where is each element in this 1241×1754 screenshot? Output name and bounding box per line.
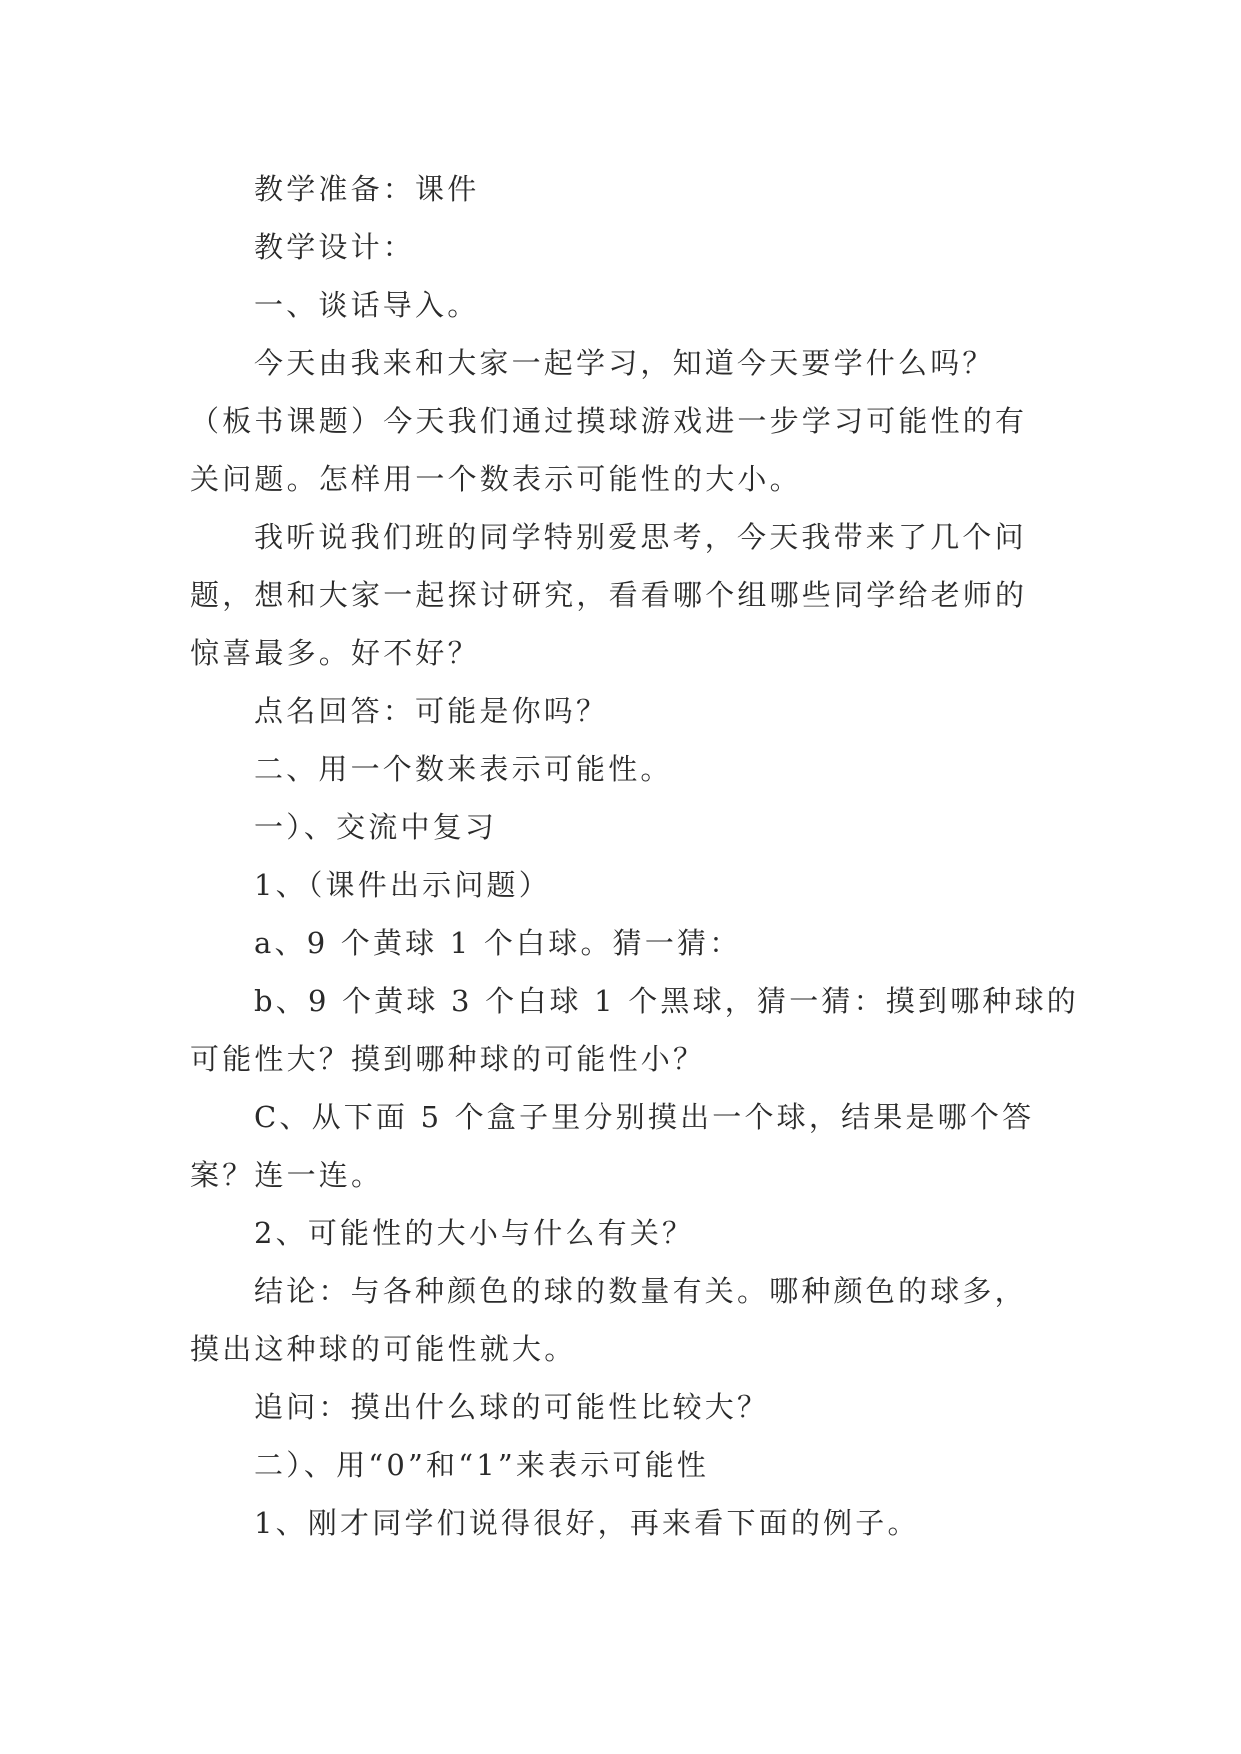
subsection-heading: 二）、用“0”和“1”来表示可能性 xyxy=(254,1448,710,1482)
text-line: 摸出这种球的可能性就大。 xyxy=(190,1332,577,1366)
text-line: C、从下面 5 个盒子里分别摸出一个球，结果是哪个答 xyxy=(254,1100,1035,1134)
text-line: 追问：摸出什么球的可能性比较大？ xyxy=(254,1390,770,1424)
text-line: 1、刚才同学们说得很好，再来看下面的例子。 xyxy=(254,1506,920,1540)
text-line: （板书课题）今天我们通过摸球游戏进一步学习可能性的有 xyxy=(190,404,1028,438)
text-line: b、9 个黄球 3 个白球 1 个黑球，猜一猜：摸到哪种球的 xyxy=(254,984,1080,1018)
text-line: 案？连一连。 xyxy=(190,1158,384,1192)
text-line: 2、可能性的大小与什么有关？ xyxy=(254,1216,695,1250)
text-line: 结论：与各种颜色的球的数量有关。哪种颜色的球多， xyxy=(254,1274,1027,1308)
text-line: 题，想和大家一起探讨研究，看看哪个组哪些同学给老师的 xyxy=(190,578,1028,612)
subsection-heading: 一）、交流中复习 xyxy=(254,810,498,844)
text-line: 我听说我们班的同学特别爱思考，今天我带来了几个问 xyxy=(254,520,1027,554)
text-line: 教学设计： xyxy=(254,230,416,264)
text-line: a、9 个黄球 1 个白球。猜一猜： xyxy=(254,926,742,960)
text-line: 惊喜最多。好不好？ xyxy=(190,636,480,670)
text-line: 关问题。怎样用一个数表示可能性的大小。 xyxy=(190,462,802,496)
section-heading: 一、谈话导入。 xyxy=(254,288,480,322)
text-line: 1、（课件出示问题） xyxy=(254,868,551,902)
document-body xyxy=(190,160,1080,1552)
text-line: 可能性大？摸到哪种球的可能性小？ xyxy=(190,1042,706,1076)
text-line: 点名回答：可能是你吗？ xyxy=(254,694,609,728)
section-heading: 二、用一个数来表示可能性。 xyxy=(254,752,673,786)
text-line: 教学准备：课件 xyxy=(254,172,480,206)
text-line: 今天由我来和大家一起学习，知道今天要学什么吗？ xyxy=(254,346,995,380)
